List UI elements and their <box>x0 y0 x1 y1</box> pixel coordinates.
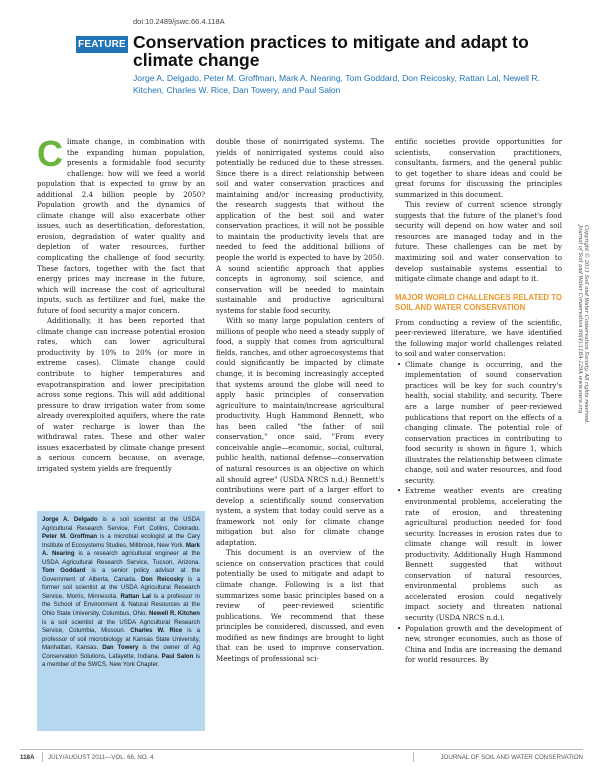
list-item: • Climate change is occurring, and the implementation of sound conservation practices will be key for such country's health, social stability, and security. There are a large number of peer-reviewed publications that report on the effects of a changing climate. The potential role of conservation practices in contributing to food security is shown in figure 1, which illustrates the relationship between climate change, soil and water resources, and food security. <box>405 360 562 487</box>
column-2 <box>216 137 384 664</box>
paragraph: From conducting a review of the scientific, peer-reviewed literature, we have identified the following major world challenges related to soil and water conservation: <box>395 317 562 359</box>
author-list: Jorge A. Delgado, Peter M. Groffman, Mark A. Nearing, Tom Goddard, Don Reicosky, Rattan Lal, Newell R. Kitchen, Charles W. Rice, Dan Towery, and Paul Salon <box>133 73 540 95</box>
page-number: 118A <box>20 754 35 761</box>
footer-divider <box>42 752 43 762</box>
paragraph: entific societies provide opportunities for scientists, conservation practitioners, consultants, farmers, and the general public to get together to share ideas and could be great forums for discussing the principles summarized in this document. <box>395 137 562 199</box>
drop-cap: C <box>37 133 63 174</box>
article-title: Conservation practices to mitigate and adapt to climate change <box>133 32 529 70</box>
paragraph: This document is an overview of the science on conservation practices that could potentially be used to mitigate and adapt to climate change. Following is a list that summarizes some basic principles based on a review of peer-reviewed scientific publications. We recommend that these principles be considered, discussed, and even modified as new findings are brought to light that can be used to improve conservation. Meetings of professional sci- <box>216 548 384 663</box>
challenge-list <box>395 360 562 666</box>
copyright-notice <box>578 225 590 525</box>
journal-name: JOURNAL OF SOIL AND WATER CONSERVATION <box>440 754 583 761</box>
issue-info: JULY/AUGUST 2011—VOL. 66, NO. 4 <box>48 754 154 761</box>
copyright-line: Copyright © 2011 Soil and Water Conservation Society. All rights reserved. <box>583 225 589 424</box>
paragraph: This review of current science strongly suggests that the future of the planet's food security will depend on how water and soil resources are managed today and in the future. These challenges can be met by maximizing soil and water conservation to develop sustainable systems essential to mitigate climate change and adapt to it. <box>395 200 562 284</box>
author-bio-box: Jorge A. Delgado is a soil scientist at the USDA Agricultural Research Service, Fort Collins, Colorado. Peter M. Groffman is a microbial ecologist at the Cary Institute of Ecosystems Studies, Millbrook, New York. Mark A. Nearing is a research agricultural engineer at the USDA Agricultural Research Service, Tucson, Arizona. Tom Goddard is a senior policy advisor at the Government of Alberta, Canada. Don Reicosky is a former soil scientist at the USDA Agricultural Research Service, Morris, Minnesota. Rattan Lal is a professor in the School of Environment & Natural Resources at the Ohio State University, Columbus, Ohio. Newell R. Kitchen is a soil scientist at the USDA Agricultural Research Service, Columbia, Missouri. Charles W. Rice is a professor of soil microbiology at Kansas State University, Manhattan, Kansas. Dan Towery is the owner of Ag Conservation Solutions, Lafayette, Indiana. Paul Salon is a member of the SWCS, New York Chapter. <box>37 511 205 731</box>
section-heading: MAJOR WORLD CHALLENGES RELATED TO SOIL AND WATER CONSERVATION <box>395 292 562 313</box>
paragraph: double those of nonirrigated systems. The yields of nonirrigated systems could also potentially be reduced due to these stresses. Since there is a direct relationship between soil and water conservation practices and maintaining and/or increasing productivity, the research suggests that without the application of the best soil and water conservation practices, it will not be possible to maintain the productivity levels that are needed to feed the additional billions of people the world is expected to have by 2050. A sound scientific approach that applies concepts in agronomy, soil science, and conservation will be needed to maintain sustainable and productive agricultural systems for stable food security. <box>216 137 384 315</box>
page-footer <box>20 749 583 769</box>
paragraph: With so many large population centers of millions of people who need a steady supply of food, a supply that comes from agricultural fields, ranches, and other agroecosystems that could significantly be impacted by climate change, it is becoming increasingly accepted that systems around the globe will need to apply basic principles of conservation agriculture to maintain/increase agricultural productivity. Hugh Hammond Bennett, who has been called "the father of soil conservation," once said, "From every conceivable angle—economic, social, cultural, public health, national defense—conservation of natural resources is an objective on which all should agree" (USDA NRCS n.d.) Bennett's contributions were part of a larger effort to develop a scientifically sound conservation system, a system that today could serve as a framework not only for climate change mitigation but also for climate change adaptation. <box>216 316 384 547</box>
doi-line: doi:10.2489/jswc.66.4.118A <box>133 17 225 26</box>
paragraph: Additionally, it has been reported that climate change can increase potential erosion rates, which can lower agricultural productivity by 10% to 20% (or more in extreme cases). Climate change could contribute to higher temperatures and evapotranspiration and lower precipitation across some regions. This will add additional pressure to draw irrigation water from some already overexploited aquifers, where the rate of water recharge is lower than the withdrawal rates. These and other water issues exacerbated by climate change present a serious concern because, on average, irrigated system yields are frequently <box>37 316 205 473</box>
list-item: • Population growth and the development of new, stronger economies, such as those of China and India are increasing the demand for world resources. By <box>405 624 562 666</box>
list-item: • Extreme weather events are creating environmental problems, accelerating the rate of erosion, and threatening agricultural production needed for food security. Increases in erosion rates due to climate change will result in lower productivity. Additionally Hugh Hammond Bennett suggested that without conservation of natural resources, environmental problems such as accelerated erosion could negatively impact society and threaten national security (USDA NRCS n.d.). <box>405 486 562 623</box>
footer-rule <box>20 749 583 750</box>
feature-tag: FEATURE <box>76 36 128 53</box>
column-3 <box>395 137 562 666</box>
copyright-line: Journal of Soil and Water Conservation 66(4):118A-129A www.swcs.org <box>577 225 583 414</box>
column-1 <box>37 133 205 475</box>
paragraph: Climate change, in combination with the expanding human population, presents a formidable food security challenge: how will we feed a world population that is expected to grow by an additional 2.4 billion people by 2050? Population growth and the dynamics of climate change will also exacerbate other issues, such as desertification, deforestation, erosion, degradation of water quality and depletion of water resources, further complicating the challenge of food security. These factors, together with the fact that energy prices may increase in the future, which will increase the cost of agricultural inputs, such as fertilizer and fuel, make the future of food security a major concern. <box>37 133 205 315</box>
footer-divider <box>413 752 414 762</box>
